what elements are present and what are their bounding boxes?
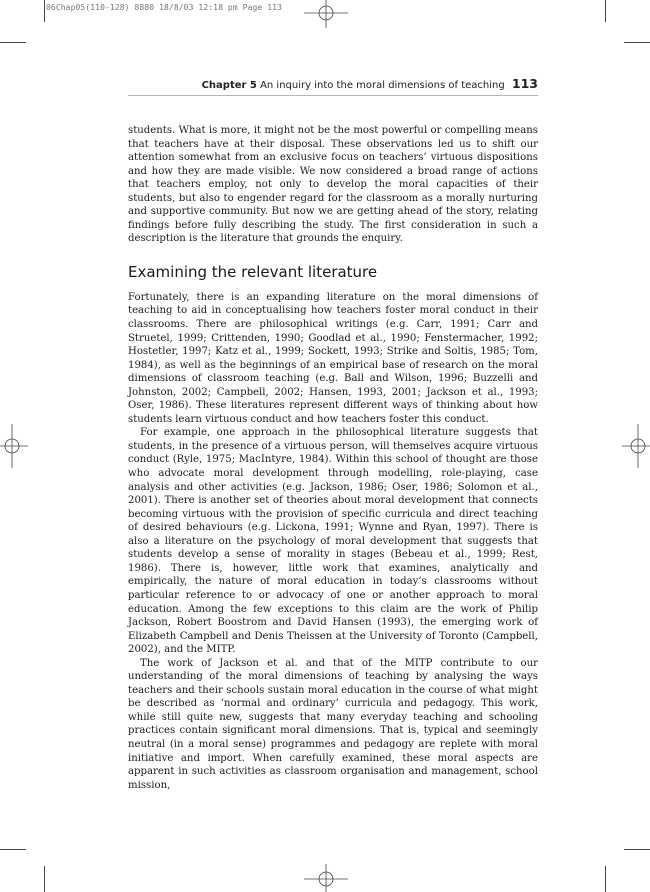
body-text (128, 124, 538, 792)
header-rule (128, 95, 538, 96)
crop-mark-bottom-left-h (0, 849, 26, 850)
chapter-label: Chapter 5 (201, 80, 257, 91)
paragraph-1: Fortunately, there is an expanding literature on the moral dimensions of teaching to aid in conceptualising how teachers foster moral conduct in their classrooms. There are philosophical writings (e.g. Carr, 1991; Carr and Struetel, 1999; Crittenden, 1990; Goodlad et al., 1990; Fenstermacher, 1992; Hostetler, 1997; Katz et al., 1999; Sockett, 1993; Strike and Soltis, 1985; Tom, 1984), as well as the beginnings of an empirical base of research on the moral dimensions of classroom teaching (e.g. Ball and Wilson, 1996; Buzzelli and Johnston, 2002; Campbell, 2002; Hansen, 1993, 2001; Jackson et al., 1993; Oser, 1986). These literatures represent different ways of thinking about how students learn virtuous conduct and how teachers foster this conduct. (128, 291, 538, 425)
crop-mark-top-left-v (44, 0, 45, 22)
registration-mark-right (622, 421, 650, 471)
crop-mark-top-right-h (624, 42, 650, 43)
crop-mark-top-right-v (605, 0, 606, 22)
section-heading: Examining the relevant literature (128, 262, 378, 281)
chapter-title: An inquiry into the moral dimensions of teaching (260, 80, 505, 91)
crop-mark-bottom-right-v (605, 866, 606, 892)
crop-mark-bottom-left-v (44, 866, 45, 892)
crop-mark-top-left-h (0, 42, 26, 43)
registration-mark-bottom (301, 864, 351, 892)
paragraph-3: The work of Jackson et al. and that of the MITP contribute to our understanding of the moral dimensions of teaching by analysing the ways teachers and their schools sustain moral education in the course of what might be described as ‘normal and ordinary’ curricula and pedagogy. This work, while still quite new, suggests that many everyday teaching and schooling practices contain significant moral dimensions. That is, typical and seemingly neutral (in a moral sense) programmes and pedagogy are replete with moral initiative and import. When carefully examined, these moral aspects are apparent in such activities as classroom organisation and management, school mission, (128, 657, 538, 791)
running-header (128, 76, 538, 92)
registration-mark-left (0, 421, 28, 471)
paragraph-2: For example, one approach in the philosophical literature suggests that students, in the presence of a virtuous person, will themselves acquire virtuous conduct (Ryle, 1975; MacIntyre, 1984). Within this school of thought are those who advocate moral development through modelling, role-playing, case analysis and other activities (e.g. Jackson, 1986; Oser, 1986; Solomon et al., 2001). There is another set of theories about moral development that connects becoming virtuous with the provision of specific curricula and direct teaching of desired behaviours (e.g. Lickona, 1991; Wynne and Ryan, 1997). There is also a literature on the psychology of moral development that suggests that students develop a sense of morality in stages (Bebeau et al., 1999; Rest, 1986). There is, however, little work that examines, analytically and empirically, the nature of moral education in today’s classrooms without particular reference to or advocacy of one or another approach to moral education. Among the few exceptions to this claim are the work of Philip Jackson, Robert Boostrom and David Hansen (1993), the emerging work of Elizabeth Campbell and Denis Theissen at the University of Toronto (Campbell, 2002), and the MITP. (128, 427, 538, 656)
print-slug: 06Chap05(110-128) 8880 18/8/03 12:18 pm Page 113 (46, 3, 282, 12)
crop-mark-bottom-right-h (624, 849, 650, 850)
registration-mark-top (301, 0, 351, 28)
paragraph-intro: students. What is more, it might not be the most powerful or compelling means that teachers have at their disposal. These observations led us to shift our attention somewhat from an exclusive focus on teachers’ virtuous dispositions and how they are made visible. We now considered a broad range of actions that teachers employ, not only to develop the moral capacities of their students, but also to engender regard for the classroom as a morally nurturing and supportive community. But now we are getting ahead of the story, relating findings before fully describing the study. The first consideration in such a description is the literature that grounds the enquiry. (128, 125, 538, 245)
page-number: 113 (511, 76, 538, 91)
